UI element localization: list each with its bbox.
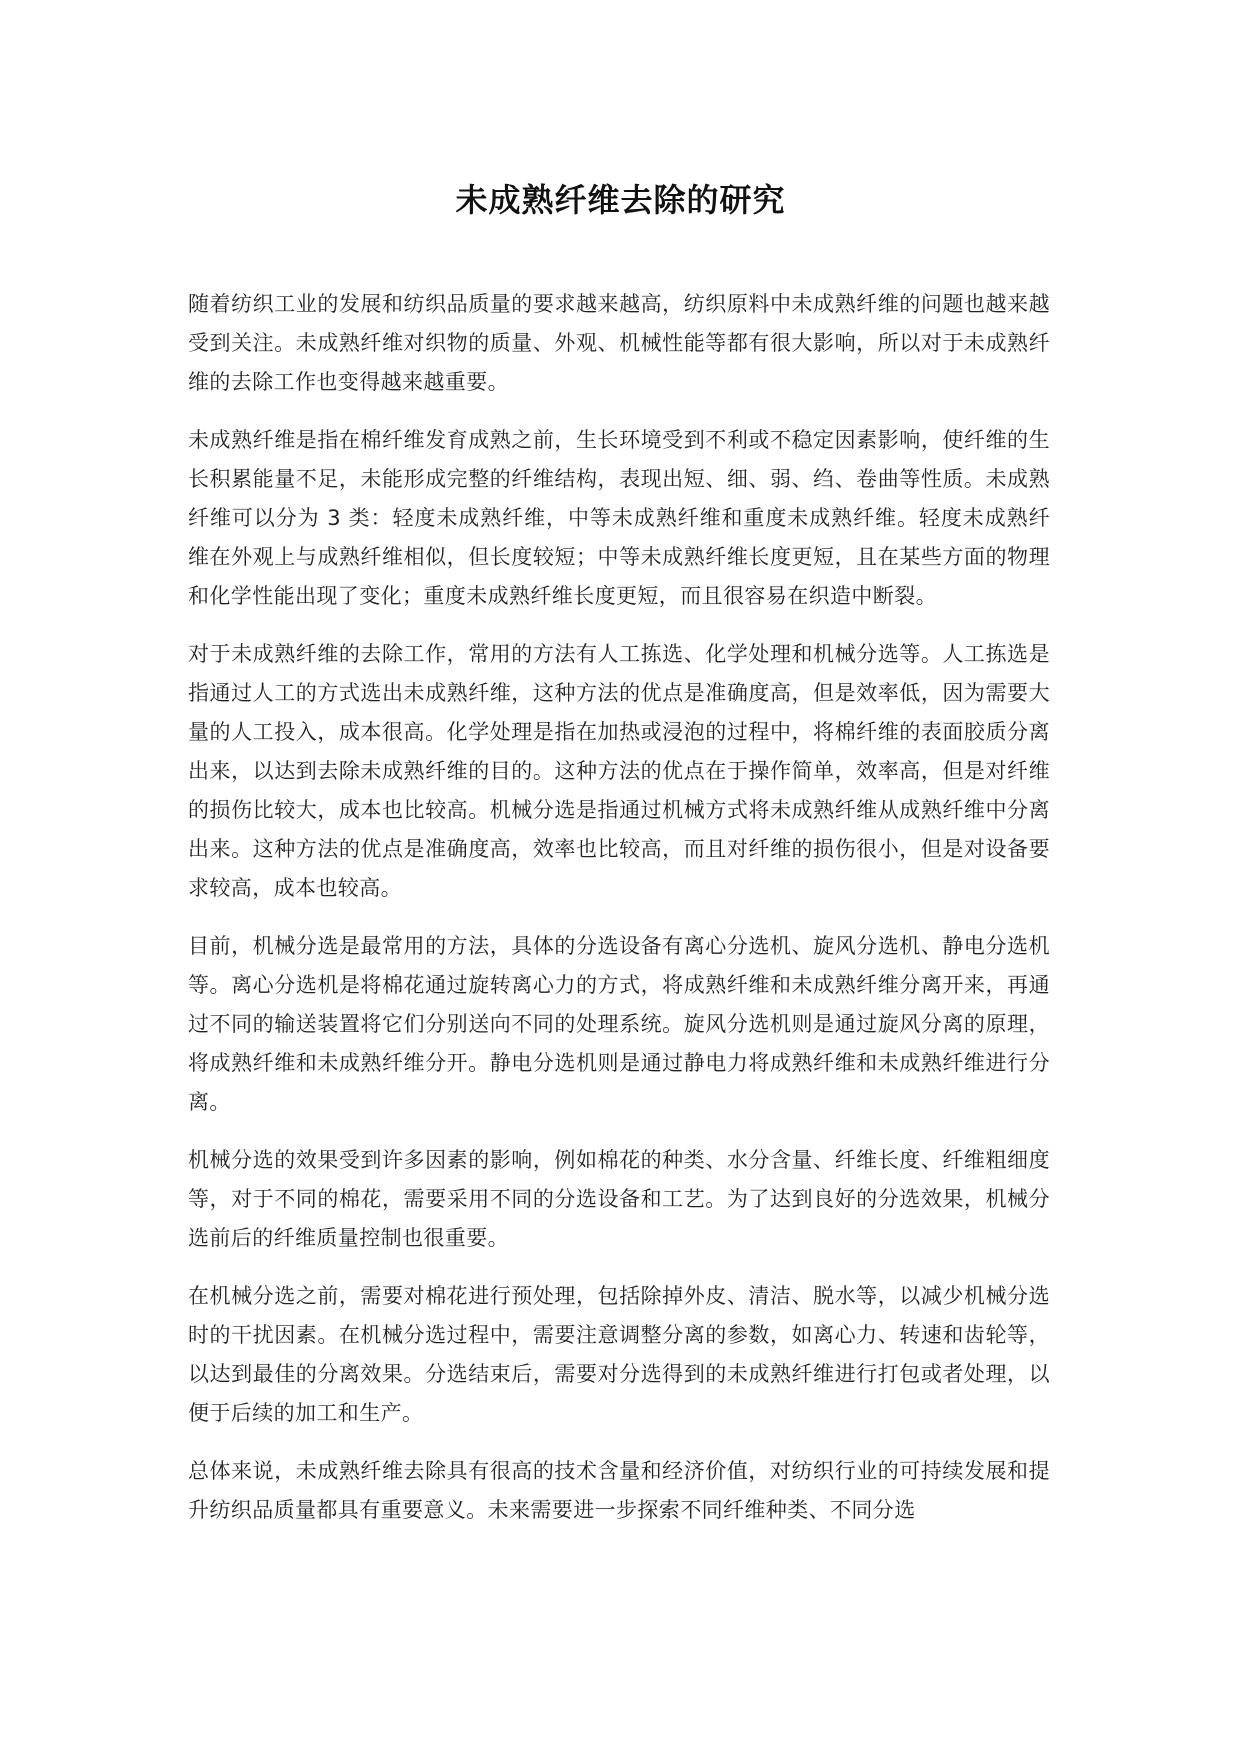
paragraph-1: 随着纺织工业的发展和纺织品质量的要求越来越高，纺织原料中未成熟纤维的问题也越来越受到关注。未成熟纤维对织物的质量、外观、机械性能等都有很大影响，所以对于未成熟纤维的去除工作也变得越来越重要。 <box>188 292 1050 394</box>
paragraph-3: 对于未成熟纤维的去除工作，常用的方法有人工拣选、化学处理和机械分选等。人工拣选是指通过人工的方式选出未成熟纤维，这种方法的优点是准确度高，但是效率低，因为需要大量的人工投入，成本很高。化学处理是指在加热或浸泡的过程中，将棉纤维的表面胶质分离出来，以达到去除未成熟纤维的目的。这种方法的优点在于操作简单，效率高，但是对纤维的损伤比较大，成本也比较高。机械分选是指通过机械方式将未成熟纤维从成熟纤维中分离出来。这种方法的优点是准确度高，效率也比较高，而且对纤维的损伤很小，但是对设备要求较高，成本也较高。 <box>188 642 1050 900</box>
paragraph-2: 未成熟纤维是指在棉纤维发育成熟之前，生长环境受到不利或不稳定因素影响，使纤维的生长积累能量不足，未能形成完整的纤维结构，表现出短、细、弱、绉、卷曲等性质。未成熟纤维可以分为 3 类：轻度未成熟纤维，中等未成熟纤维和重度未成熟纤维。轻度未成熟纤维在外观上与成熟纤维相似，但长度较短；中等未成熟纤维长度更短，且在某些方面的物理和化学性能出现了变化；重度未成熟纤维长度更短，而且很容易在织造中断裂。 <box>188 428 1050 608</box>
paragraph-4: 目前，机械分选是最常用的方法，具体的分选设备有离心分选机、旋风分选机、静电分选机等。离心分选机是将棉花通过旋转离心力的方式，将成熟纤维和未成熟纤维分离开来，再通过不同的输送装置将它们分别送向不同的处理系统。旋风分选机则是通过旋风分离的原理，将成熟纤维和未成熟纤维分开。静电分选机则是通过静电力将成熟纤维和未成熟纤维进行分离。 <box>188 934 1050 1114</box>
document-title: 未成熟纤维去除的研究 <box>455 181 786 219</box>
paragraph-5: 机械分选的效果受到许多因素的影响，例如棉花的种类、水分含量、纤维长度、纤维粗细度等，对于不同的棉花，需要采用不同的分选设备和工艺。为了达到良好的分选效果，机械分选前后的纤维质量控制也很重要。 <box>188 1148 1050 1250</box>
paragraph-7: 总体来说，未成熟纤维去除具有很高的技术含量和经济价值，对纺织行业的可持续发展和提升纺织品质量都具有重要意义。未来需要进一步探索不同纤维种类、不同分选 <box>188 1459 1050 1522</box>
document-body <box>188 285 1050 1549</box>
paragraph-6: 在机械分选之前，需要对棉花进行预处理，包括除掉外皮、清洁、脱水等，以减少机械分选时的干扰因素。在机械分选过程中，需要注意调整分离的参数，如离心力、转速和齿轮等，以达到最佳的分离效果。分选结束后，需要对分选得到的未成熟纤维进行打包或者处理，以便于后续的加工和生产。 <box>188 1284 1050 1425</box>
